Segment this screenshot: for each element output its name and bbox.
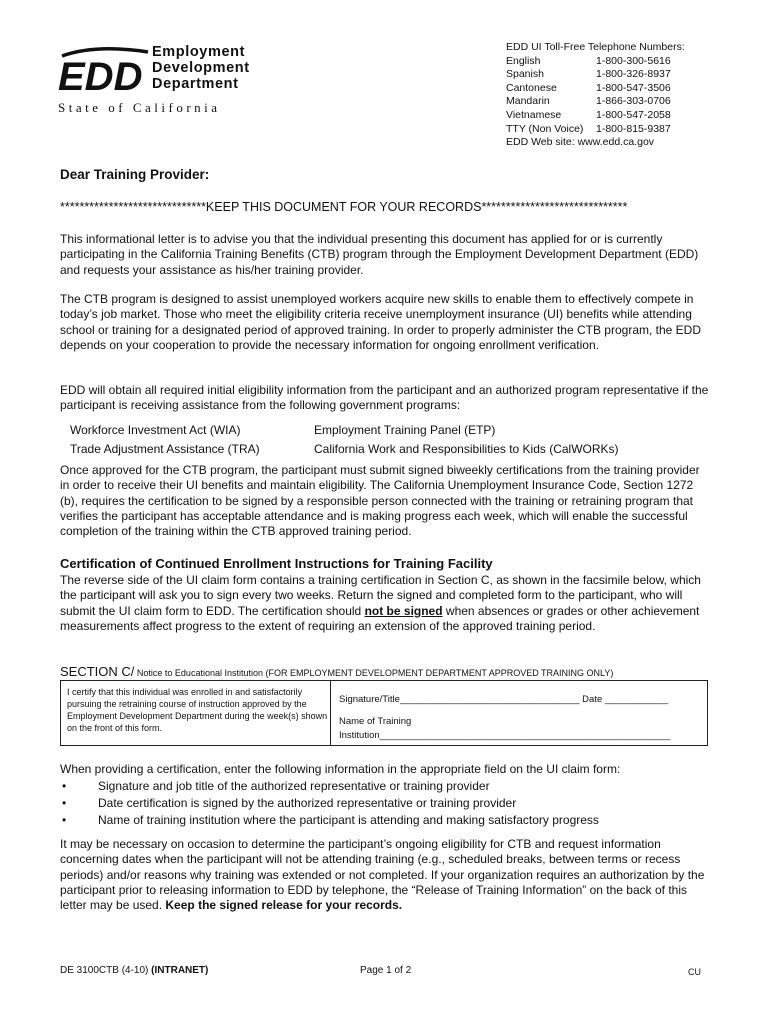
certification-facsimile [60, 680, 708, 746]
phone-row: English 1-800-300-5616 [506, 54, 671, 67]
paragraph-ctb-program: The CTB program is designed to assist unemployed workers acquire new skills to enable them to effectively compete in today’s job market. Those who meet the eligibility criteria receive unemployment insurance (UI) benefits while attending school or training for a designated period of approved training. In order to properly administer the CTB program, the EDD depends on your cooperation to provide the necessary information for ongoing enrollment verification. [60, 292, 702, 352]
edd-logo-mark [56, 46, 150, 94]
edd-logo [56, 44, 256, 124]
section-c-title: SECTION C/ Notice to Educational Institution (FOR EMPLOYMENT DEVELOPMENT DEPARTMENT APPROVED TRAINING ONLY) [60, 664, 614, 679]
paragraph-certification: Once approved for the CTB program, the participant must submit signed biweekly certifications from the training provider in order to receive their UI benefits and maintain eligibility. The California Unemployment Insurance Code, Section 1272 (b), requires the certification to be signed by a responsible person connected with the training or retraining program that verifies the participant has acceptable attendance and is making progress each week, which will enable the successful completion of the training within the CTB approved training period. [60, 463, 700, 539]
instructions-intro: When providing a certification, enter the following information in the appropriate field on the UI claim form: [60, 762, 621, 776]
list-item: • Signature and job title of the authorized representative or training provider [62, 779, 490, 793]
contact-title: EDD UI Toll-Free Telephone Numbers: [506, 41, 685, 53]
paragraph-release: It may be necessary on occasion to determine the participant’s ongoing eligibility for CTB and request information concerning dates when the participant will not be attending training (e.g., scheduled breaks, between terms or recess periods) and/or reasons why training was extended or not completed. If your organization requires an authorization by the participant prior to releasing information to EDD by telephone, the “Release of Training Information” on the back of this letter may be used. Keep the signed release for your records. [60, 837, 705, 913]
form-code: CU [688, 967, 701, 977]
program-row: Trade Adjustment Assistance (TRA) California Work and Responsibilities to Kids (CalWORKs) [70, 442, 619, 456]
logo-mark-text: EDD [58, 55, 143, 94]
state-name: State of California [58, 100, 221, 115]
paragraph-intro: This informational letter is to advise you that the individual presenting this document has applied for or is currently participating in the California Training Benefits (CTB) program through the Employment Development Department (EDD) and requests your assistance as his/her training provider. [60, 232, 699, 277]
department-name: Employment Development Department [152, 44, 250, 92]
paragraph-reverse-side: The reverse side of the UI claim form contains a training certification in Section C, as shown in the facsimile below, which the participant will ask you to sign every two weeks. Return the signed and completed form to the participant, who will submit the UI claim form to EDD. The certification should not be signed when absences or grades or other achievement measurements affect progress to the extent of requiring an extension of the approved training period. [60, 573, 701, 633]
phone-row: Mandarin 1-866-303-0706 [506, 95, 671, 108]
phone-row: Spanish 1-800-326-8937 [506, 68, 671, 81]
institution-label: Name of Training [339, 716, 412, 727]
certification-statement: I certify that this individual was enrolled in and satisfactorily pursuing the retraining course of instruction approved by the Employment Development Department during the week(s) shown on the front of this form. [61, 681, 331, 745]
website-line: EDD Web site: www.edd.ca.gov [506, 136, 655, 149]
instructions-list [60, 761, 620, 829]
list-item: • Date certification is signed by the authorized representative or training provider [62, 796, 517, 810]
program-row: Workforce Investment Act (WIA) Employment Training Panel (ETP) [70, 423, 496, 437]
list-item: • Name of training institution where the participant is attending and making satisfactory progress [62, 813, 599, 827]
keep-notice: ******************************KEEP THIS DOCUMENT FOR YOUR RECORDS****************************** [60, 200, 628, 214]
institution-line: Institution_______________________________________________________ [339, 730, 671, 741]
page-number: Page 1 of 2 [360, 965, 412, 976]
salutation: Dear Training Provider: [60, 167, 210, 182]
certification-heading: Certification of Continued Enrollment Instructions for Training Facility [60, 556, 493, 571]
program-list [70, 421, 619, 459]
contact-block [506, 41, 685, 150]
signature-line: Signature/Title__________________________________ Date ____________ [339, 694, 669, 705]
phone-row: Cantonese 1-800-547-3506 [506, 81, 671, 94]
paragraph-eligibility: EDD will obtain all required initial eligibility information from the participant and an authorized program representative if the participant is receiving assistance from the following government programs: [60, 383, 709, 413]
form-number: DE 3100CTB (4-10) (INTRANET) [60, 965, 209, 976]
phone-row: Vietnamese 1-800-547-2058 [506, 108, 671, 121]
phone-row: TTY (Non Voice) 1-800-815-9387 [506, 122, 671, 135]
